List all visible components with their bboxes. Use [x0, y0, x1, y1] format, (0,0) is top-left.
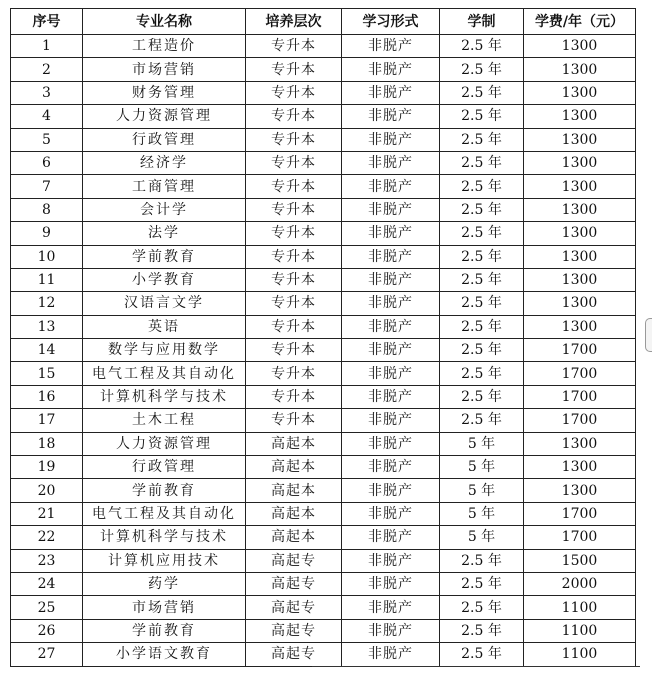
- cell-fee: 1700: [524, 362, 636, 385]
- cell-mode: 非脱产: [342, 526, 440, 549]
- cell-fee: 1300: [524, 315, 636, 338]
- table-row: [11, 128, 636, 151]
- cell-level: 专升本: [246, 385, 342, 408]
- cell-name: 行政管理: [83, 128, 246, 151]
- cell-mode: 非脱产: [342, 151, 440, 174]
- cell-mode: 非脱产: [342, 502, 440, 525]
- cell-mode: 非脱产: [342, 245, 440, 268]
- cell-fee: 1700: [524, 385, 636, 408]
- cell-duration: 2.5 年: [440, 245, 524, 268]
- cell-level: 专升本: [246, 339, 342, 362]
- cell-mode: 非脱产: [342, 432, 440, 455]
- cell-no: 1: [11, 35, 83, 58]
- cell-name: 汉语言文学: [83, 292, 246, 315]
- cell-level: 专升本: [246, 245, 342, 268]
- cell-level: 专升本: [246, 151, 342, 174]
- cell-level: 专升本: [246, 105, 342, 128]
- table-row: [11, 198, 636, 221]
- cell-fee: 2000: [524, 572, 636, 595]
- cell-mode: 非脱产: [342, 198, 440, 221]
- cell-fee: 1300: [524, 175, 636, 198]
- cell-duration: 2.5 年: [440, 596, 524, 619]
- table-row: [11, 643, 636, 666]
- cell-fee: 1300: [524, 81, 636, 104]
- cell-fee: 1100: [524, 596, 636, 619]
- cell-name: 会计学: [83, 198, 246, 221]
- cell-mode: 非脱产: [342, 479, 440, 502]
- cell-no: 23: [11, 549, 83, 572]
- cell-duration: 2.5 年: [440, 58, 524, 81]
- cell-no: 20: [11, 479, 83, 502]
- table-row: [11, 456, 636, 479]
- cell-no: 21: [11, 502, 83, 525]
- cell-mode: 非脱产: [342, 175, 440, 198]
- table-row: [11, 245, 636, 268]
- cell-mode: 非脱产: [342, 572, 440, 595]
- header-name: 专业名称: [83, 9, 246, 35]
- header-no: 序号: [11, 9, 83, 35]
- cell-duration: 2.5 年: [440, 175, 524, 198]
- cell-name: 电气工程及其自动化: [83, 502, 246, 525]
- cell-duration: 2.5 年: [440, 385, 524, 408]
- cell-no: 9: [11, 222, 83, 245]
- cell-duration: 2.5 年: [440, 222, 524, 245]
- cell-fee: 1300: [524, 456, 636, 479]
- cell-mode: 非脱产: [342, 362, 440, 385]
- cell-duration: 2.5 年: [440, 128, 524, 151]
- cell-mode: 非脱产: [342, 619, 440, 642]
- table-row: [11, 292, 636, 315]
- cell-duration: 2.5 年: [440, 81, 524, 104]
- cell-mode: 非脱产: [342, 128, 440, 151]
- cell-fee: 1500: [524, 549, 636, 572]
- cell-duration: 2.5 年: [440, 362, 524, 385]
- cell-fee: 1700: [524, 526, 636, 549]
- cell-level: 高起专: [246, 572, 342, 595]
- cell-level: 专升本: [246, 268, 342, 291]
- cell-name: 人力资源管理: [83, 432, 246, 455]
- cell-duration: 2.5 年: [440, 549, 524, 572]
- table-row: [11, 339, 636, 362]
- table-row: [11, 58, 636, 81]
- cell-name: 小学语文教育: [83, 643, 246, 666]
- cell-level: 高起本: [246, 456, 342, 479]
- cell-name: 学前教育: [83, 479, 246, 502]
- table-row: [11, 572, 636, 595]
- cell-no: 10: [11, 245, 83, 268]
- cell-no: 24: [11, 572, 83, 595]
- cell-duration: 5 年: [440, 432, 524, 455]
- table-row: [11, 479, 636, 502]
- cell-level: 高起专: [246, 643, 342, 666]
- table-row: [11, 35, 636, 58]
- cell-name: 市场营销: [83, 596, 246, 619]
- cell-name: 药学: [83, 572, 246, 595]
- cell-no: 13: [11, 315, 83, 338]
- cell-mode: 非脱产: [342, 35, 440, 58]
- cell-duration: 2.5 年: [440, 409, 524, 432]
- cell-no: 26: [11, 619, 83, 642]
- cell-name: 人力资源管理: [83, 105, 246, 128]
- cell-fee: 1300: [524, 58, 636, 81]
- table-row: [11, 619, 636, 642]
- cell-name: 工商管理: [83, 175, 246, 198]
- table-row: [11, 175, 636, 198]
- cell-level: 高起本: [246, 502, 342, 525]
- cell-mode: 非脱产: [342, 268, 440, 291]
- cell-fee: 1300: [524, 35, 636, 58]
- cell-duration: 2.5 年: [440, 198, 524, 221]
- cell-duration: 2.5 年: [440, 292, 524, 315]
- table-header: [11, 9, 636, 35]
- cell-fee: 1300: [524, 479, 636, 502]
- cell-no: 22: [11, 526, 83, 549]
- cell-no: 12: [11, 292, 83, 315]
- cell-level: 高起专: [246, 619, 342, 642]
- cell-name: 计算机科学与技术: [83, 526, 246, 549]
- cell-fee: 1300: [524, 128, 636, 151]
- cell-name: 数学与应用数学: [83, 339, 246, 362]
- cell-level: 专升本: [246, 292, 342, 315]
- cell-no: 25: [11, 596, 83, 619]
- cell-mode: 非脱产: [342, 596, 440, 619]
- table-row: [11, 315, 636, 338]
- cell-name: 经济学: [83, 151, 246, 174]
- cell-level: 高起本: [246, 432, 342, 455]
- cell-mode: 非脱产: [342, 549, 440, 572]
- cell-mode: 非脱产: [342, 58, 440, 81]
- cell-duration: 5 年: [440, 479, 524, 502]
- cell-fee: 1300: [524, 198, 636, 221]
- cell-duration: 5 年: [440, 502, 524, 525]
- cell-fee: 1700: [524, 339, 636, 362]
- cell-no: 16: [11, 385, 83, 408]
- table-row: [11, 151, 636, 174]
- header-mode: 学习形式: [342, 9, 440, 35]
- table-row: [11, 502, 636, 525]
- cell-mode: 非脱产: [342, 456, 440, 479]
- cell-level: 专升本: [246, 198, 342, 221]
- cell-mode: 非脱产: [342, 81, 440, 104]
- cell-level: 专升本: [246, 222, 342, 245]
- cell-duration: 5 年: [440, 526, 524, 549]
- cell-level: 专升本: [246, 58, 342, 81]
- table-row: [11, 105, 636, 128]
- cell-mode: 非脱产: [342, 222, 440, 245]
- cell-mode: 非脱产: [342, 315, 440, 338]
- header-row: [11, 9, 636, 35]
- cell-name: 财务管理: [83, 81, 246, 104]
- cell-no: 7: [11, 175, 83, 198]
- cell-level: 高起专: [246, 596, 342, 619]
- cell-no: 3: [11, 81, 83, 104]
- cell-mode: 非脱产: [342, 385, 440, 408]
- cell-duration: 2.5 年: [440, 572, 524, 595]
- cell-name: 行政管理: [83, 456, 246, 479]
- cell-no: 6: [11, 151, 83, 174]
- cell-no: 2: [11, 58, 83, 81]
- cell-fee: 1100: [524, 619, 636, 642]
- table-row: [11, 362, 636, 385]
- table-row: [11, 385, 636, 408]
- cell-name: 市场营销: [83, 58, 246, 81]
- cell-fee: 1300: [524, 245, 636, 268]
- cell-duration: 2.5 年: [440, 105, 524, 128]
- cell-duration: 5 年: [440, 456, 524, 479]
- cell-no: 8: [11, 198, 83, 221]
- cell-no: 27: [11, 643, 83, 666]
- cell-no: 17: [11, 409, 83, 432]
- cell-mode: 非脱产: [342, 339, 440, 362]
- side-scroll-tab[interactable]: [645, 318, 652, 352]
- cell-name: 小学教育: [83, 268, 246, 291]
- cell-mode: 非脱产: [342, 105, 440, 128]
- cell-level: 专升本: [246, 409, 342, 432]
- cell-name: 土木工程: [83, 409, 246, 432]
- cell-mode: 非脱产: [342, 409, 440, 432]
- cell-fee: 1300: [524, 292, 636, 315]
- cell-no: 5: [11, 128, 83, 151]
- program-fee-table: [10, 8, 636, 667]
- cell-duration: 2.5 年: [440, 315, 524, 338]
- cell-level: 专升本: [246, 175, 342, 198]
- cell-fee: 1300: [524, 222, 636, 245]
- cell-no: 4: [11, 105, 83, 128]
- cell-mode: 非脱产: [342, 643, 440, 666]
- cell-duration: 2.5 年: [440, 35, 524, 58]
- cell-no: 19: [11, 456, 83, 479]
- cell-level: 专升本: [246, 35, 342, 58]
- cell-name: 英语: [83, 315, 246, 338]
- cell-name: 计算机科学与技术: [83, 385, 246, 408]
- cell-fee: 1100: [524, 643, 636, 666]
- cell-duration: 2.5 年: [440, 268, 524, 291]
- table-row: [11, 81, 636, 104]
- table-row: [11, 549, 636, 572]
- cell-name: 学前教育: [83, 619, 246, 642]
- cell-fee: 1300: [524, 151, 636, 174]
- cell-level: 专升本: [246, 315, 342, 338]
- cell-name: 计算机应用技术: [83, 549, 246, 572]
- table-row: [11, 268, 636, 291]
- cell-duration: 2.5 年: [440, 339, 524, 362]
- cell-duration: 2.5 年: [440, 643, 524, 666]
- cell-no: 11: [11, 268, 83, 291]
- cell-duration: 2.5 年: [440, 151, 524, 174]
- cell-no: 14: [11, 339, 83, 362]
- table-row: [11, 596, 636, 619]
- cell-no: 15: [11, 362, 83, 385]
- cell-name: 电气工程及其自动化: [83, 362, 246, 385]
- cell-name: 学前教育: [83, 245, 246, 268]
- header-duration: 学制: [440, 9, 524, 35]
- cell-fee: 1300: [524, 268, 636, 291]
- cell-level: 高起专: [246, 549, 342, 572]
- table-body: [11, 35, 636, 667]
- cell-mode: 非脱产: [342, 292, 440, 315]
- cell-fee: 1700: [524, 409, 636, 432]
- table-row: [11, 526, 636, 549]
- cell-name: 工程造价: [83, 35, 246, 58]
- program-table-container: [10, 8, 636, 667]
- cell-duration: 2.5 年: [440, 619, 524, 642]
- cell-level: 专升本: [246, 362, 342, 385]
- cell-level: 专升本: [246, 81, 342, 104]
- cell-level: 高起本: [246, 526, 342, 549]
- header-level: 培养层次: [246, 9, 342, 35]
- table-row: [11, 432, 636, 455]
- header-fee: 学费/年（元）: [524, 9, 636, 35]
- cell-name: 法学: [83, 222, 246, 245]
- cell-fee: 1700: [524, 502, 636, 525]
- table-row: [11, 409, 636, 432]
- cell-level: 专升本: [246, 128, 342, 151]
- cell-fee: 1300: [524, 432, 636, 455]
- cell-fee: 1300: [524, 105, 636, 128]
- cell-no: 18: [11, 432, 83, 455]
- table-row: [11, 222, 636, 245]
- cell-level: 高起本: [246, 479, 342, 502]
